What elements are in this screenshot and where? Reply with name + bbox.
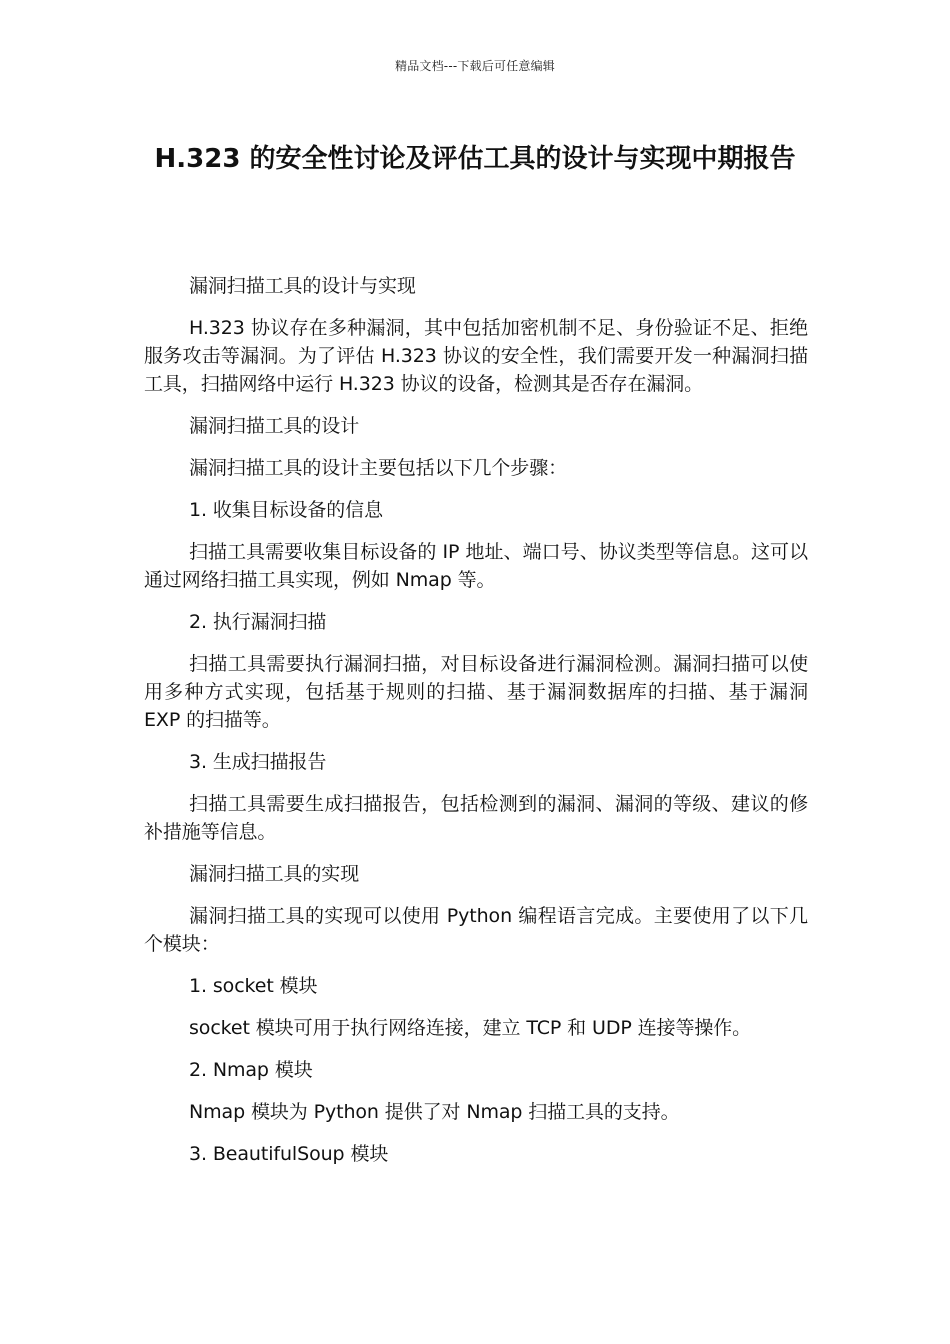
section-heading-implementation: 漏洞扫描工具的实现: [189, 863, 360, 885]
step-1-heading: 1. 收集目标设备的信息: [189, 499, 383, 521]
document-body: [144, 272, 808, 1182]
intro-paragraph: H.323 协议存在多种漏洞，其中包括加密机制不足、身份验证不足、拒绝服务攻击等漏洞。为了评估 H.323 协议的安全性，我们需要开发一种漏洞扫描工具，扫描网络中运行 H.323 协议的设备，检测其是否存在漏洞。: [144, 317, 808, 395]
module-2-heading: 2. Nmap 模块: [189, 1059, 313, 1081]
section-heading-design: 漏洞扫描工具的设计: [189, 415, 360, 437]
step-1-body: 扫描工具需要收集目标设备的 IP 地址、端口号、协议类型等信息。这可以通过网络扫描工具实现，例如 Nmap 等。: [144, 541, 808, 591]
page-header: 精品文档---下载后可任意编辑: [395, 59, 555, 73]
implementation-intro: 漏洞扫描工具的实现可以使用 Python 编程语言完成。主要使用了以下几个模块：: [144, 905, 808, 955]
module-2-body: Nmap 模块为 Python 提供了对 Nmap 扫描工具的支持。: [189, 1101, 680, 1123]
step-3-heading: 3. 生成扫描报告: [189, 751, 327, 773]
design-steps-intro: 漏洞扫描工具的设计主要包括以下几个步骤：: [189, 457, 568, 479]
step-2-body: 扫描工具需要执行漏洞扫描，对目标设备进行漏洞检测。漏洞扫描可以使用多种方式实现，包括基于规则的扫描、基于漏洞数据库的扫描、基于漏洞 EXP 的扫描等。: [144, 653, 808, 731]
module-3-heading: 3. BeautifulSoup 模块: [189, 1143, 389, 1165]
module-1-heading: 1. socket 模块: [189, 975, 318, 997]
document-title: H.323 的安全性讨论及评估工具的设计与实现中期报告: [154, 144, 796, 174]
section-heading-scanner: 漏洞扫描工具的设计与实现: [189, 275, 416, 297]
step-3-body: 扫描工具需要生成扫描报告，包括检测到的漏洞、漏洞的等级、建议的修补措施等信息。: [144, 793, 808, 843]
step-2-heading: 2. 执行漏洞扫描: [189, 611, 327, 633]
module-1-body: socket 模块可用于执行网络连接，建立 TCP 和 UDP 连接等操作。: [189, 1017, 752, 1039]
